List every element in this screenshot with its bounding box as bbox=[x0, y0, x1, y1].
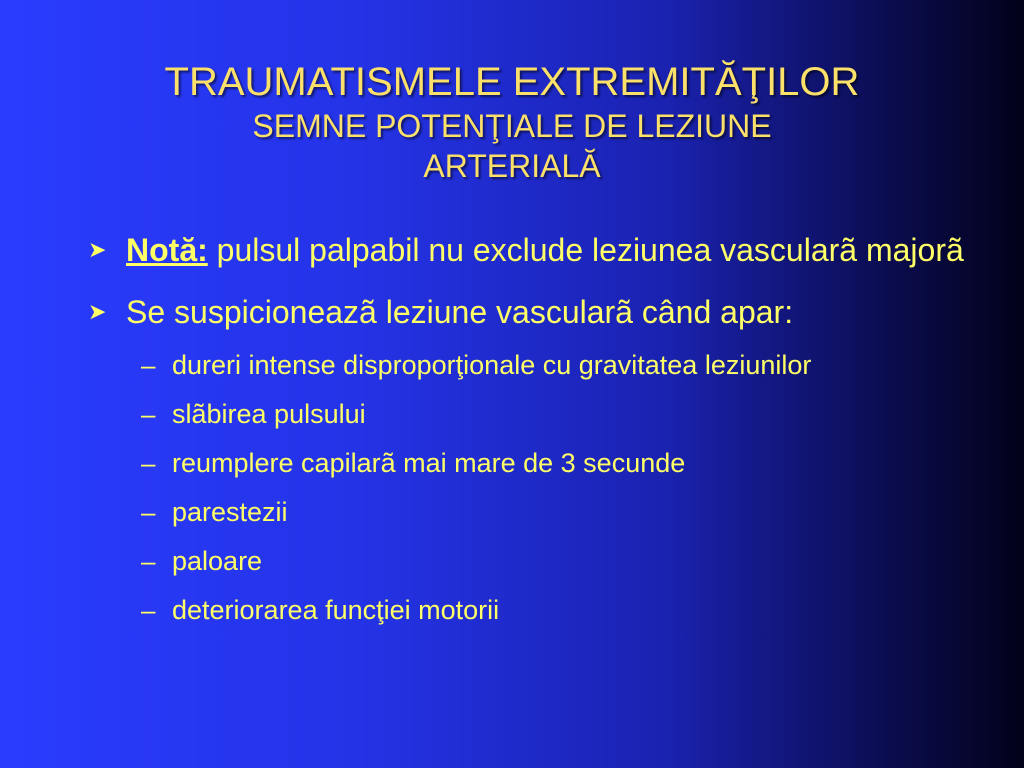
dash-bullet-icon: – bbox=[141, 595, 156, 625]
dash-bullet-icon: – bbox=[141, 546, 156, 576]
note-text: pulsul palpabil nu exclude leziunea vascularã majorã bbox=[207, 232, 964, 268]
sub-item bbox=[84, 397, 1004, 431]
sub-item bbox=[84, 495, 1004, 529]
slide-title bbox=[0, 58, 1024, 186]
note-label: Notă: bbox=[126, 232, 208, 268]
sub-item-text: parestezii bbox=[172, 497, 288, 527]
dash-bullet-icon: – bbox=[141, 497, 156, 527]
sub-item bbox=[84, 593, 1004, 627]
sub-item-text: deteriorarea funcţiei motorii bbox=[172, 595, 500, 625]
sub-item-text: paloare bbox=[172, 546, 263, 576]
bullet-note bbox=[84, 230, 1004, 270]
slide-content bbox=[84, 230, 1004, 642]
bullet-suspicion bbox=[84, 292, 1004, 332]
dash-bullet-icon: – bbox=[141, 350, 156, 380]
sub-item-text: slãbirea pulsului bbox=[172, 399, 366, 429]
sub-item-text: reumplere capilarã mai mare de 3 secunde bbox=[172, 448, 686, 478]
sub-item bbox=[84, 348, 1004, 382]
title-sub-line2: ARTERIALĂ bbox=[423, 148, 601, 184]
sub-item-text: dureri intense disproporţionale cu gravitatea leziunilor bbox=[172, 350, 812, 380]
sub-item bbox=[84, 446, 1004, 480]
suspicion-text: Se suspicioneazã leziune vascularã când apar: bbox=[126, 294, 794, 330]
arrow-bullet-icon: ➤ bbox=[88, 299, 107, 324]
arrow-bullet-icon: ➤ bbox=[88, 237, 107, 262]
sub-list bbox=[84, 348, 1004, 627]
dash-bullet-icon: – bbox=[141, 448, 156, 478]
title-sub-line1: SEMNE POTENŢIALE DE LEZIUNE bbox=[252, 108, 772, 144]
sub-item bbox=[84, 544, 1004, 578]
dash-bullet-icon: – bbox=[141, 399, 156, 429]
title-main: TRAUMATISMELE EXTREMITĂŢILOR bbox=[164, 60, 860, 104]
